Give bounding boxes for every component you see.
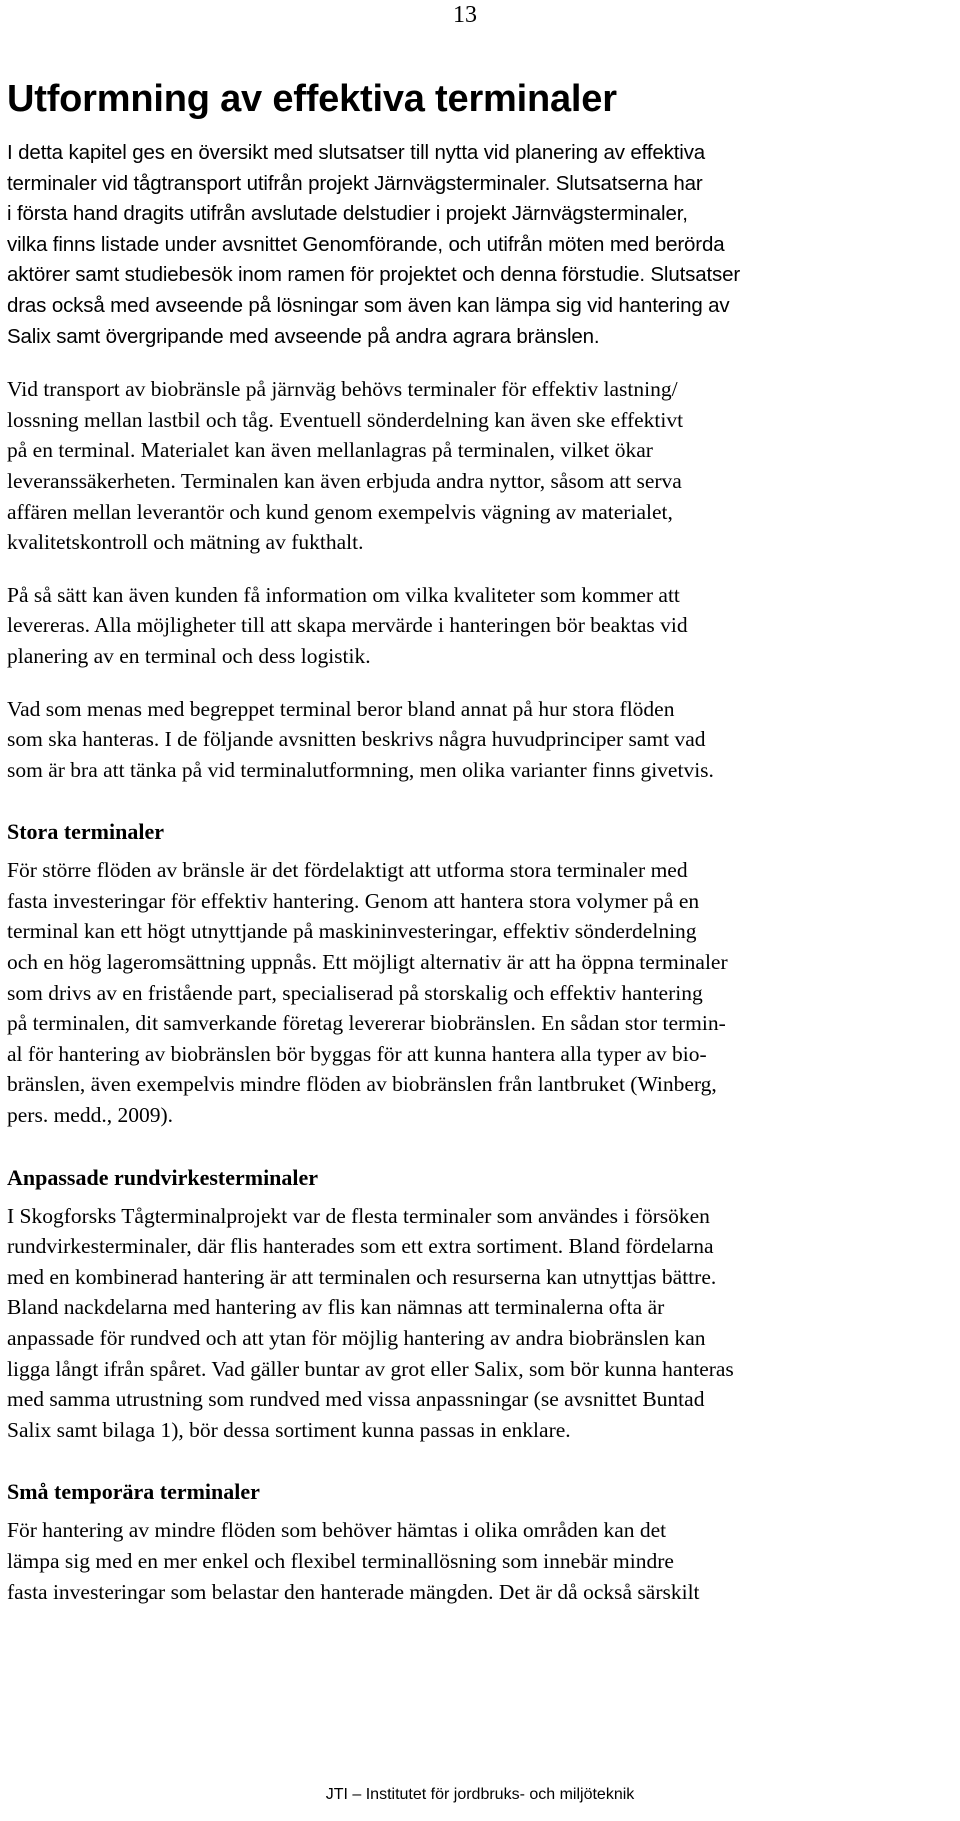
intro-paragraph-1: I detta kapitel ges en översikt med slutsatser till nytta vid planering av effektiva terminaler vid tågtransport utifrån projekt Järnvägsterminaler. Slutsatserna har i första hand dragits utifrån avslutade delstudier i projekt Järnvägsterminaler, vilka finns listade under avsnittet Genomförande, och utifrån möten med berörda aktörer samt studiebesök inom ramen för projektet och denna förstudie. Slutsatser dras också med avseende på lösningar som även kan lämpa sig vid hantering av Salix samt övergripande med avseende på andra agrara bränslen.: [7, 141, 741, 348]
section-text-anpassade-rundvirkesterminaler: I Skogforsks Tågterminalprojekt var de flesta terminaler som användes i försöken rundvirkesterminaler, där flis hanterades som ett extra sortiment. Bland fördelarna med en kombinerad hantering är att terminalen och resurserna kan utnyttjas bättre. Bland nackdelarna med hantering av flis kan nämnas att terminalerna ofta är anpassade för rundved och att ytan för möjlig hantering av andra biobränslen kan ligga långt ifrån spåret. Vad gäller buntar av grot eller Salix, som bör kunna hanteras med samma utrustning som rundved med vissa anpassningar (se avsnittet Buntad Salix samt bilaga 1), bör dessa sortiment kunna passas in enklare.: [7, 1203, 734, 1442]
chapter-title: Utformning av effektiva terminaler: [7, 78, 617, 120]
intro-paragraph-3: På så sätt kan även kunden få information om vilka kvaliteter som kommer att levereras. Alla möjligheter till att skapa mervärde i hanteringen bör beaktas vid planering av en terminal och dess logistik.: [7, 582, 688, 668]
page-content: [7, 76, 957, 1629]
page-footer: JTI – Institutet för jordbruks- och miljöteknik: [325, 1786, 635, 1803]
section-heading-sma-temporara-terminaler: Små temporära terminaler: [7, 1479, 260, 1505]
intro-paragraph-2: Vid transport av biobränsle på järnväg behövs terminaler för effektiv lastning/ lossning mellan lastbil och tåg. Eventuell sönderdelning kan även ske effektivt på en terminal. Materialet kan även mellanlagras på terminalen, vilket ökar leveranssäkerheten. Terminalen kan även erbjuda andra nyttor, såsom att serva affären mellan leverantör och kund genom exempelvis vägning av materialet, kvalitetskontroll och mätning av fukthalt.: [7, 377, 684, 555]
section-heading-stora-terminaler: Stora terminaler: [7, 819, 164, 845]
intro-paragraph-4: Vad som menas med begreppet terminal beror bland annat på hur stora flöden som ska hanteras. I de följande avsnitten beskrivs några huvudprinciper samt vad som är bra att tänka på vid terminalutformning, men olika varianter finns givetvis.: [7, 696, 714, 782]
page-number: 13: [453, 2, 477, 28]
section-text-stora-terminaler: För större flöden av bränsle är det fördelaktigt att utforma stora terminaler med fasta investeringar för effektiv hantering. Genom att hantera stora volymer på en terminal kan ett högt utnyttjande på maskininvesteringar, effektiv sönderdelning och en hög lageromsättning uppnås. Ett möjligt alternativ är att ha öppna terminaler som drivs av en fristående part, specialiserad på storskalig och effektiv hantering på terminalen, dit samverkande företag levererar biobränslen. En sådan stor termin- al för hantering av biobränslen bör byggas för att kunna hantera alla typer av bio- bränslen, även exempelvis mindre flöden av biobränslen från lantbruket (Winberg, pers. medd., 2009).: [7, 858, 728, 1128]
section-text-sma-temporara-terminaler: För hantering av mindre flöden som behöver hämtas i olika områden kan det lämpa sig med en mer enkel och flexibel terminallösning som innebär mindre fasta investeringar som belastar den hanterade mängden. Det är då också särskilt: [7, 1518, 700, 1604]
section-heading-anpassade-rundvirkesterminaler: Anpassade rundvirkesterminaler: [7, 1164, 319, 1190]
